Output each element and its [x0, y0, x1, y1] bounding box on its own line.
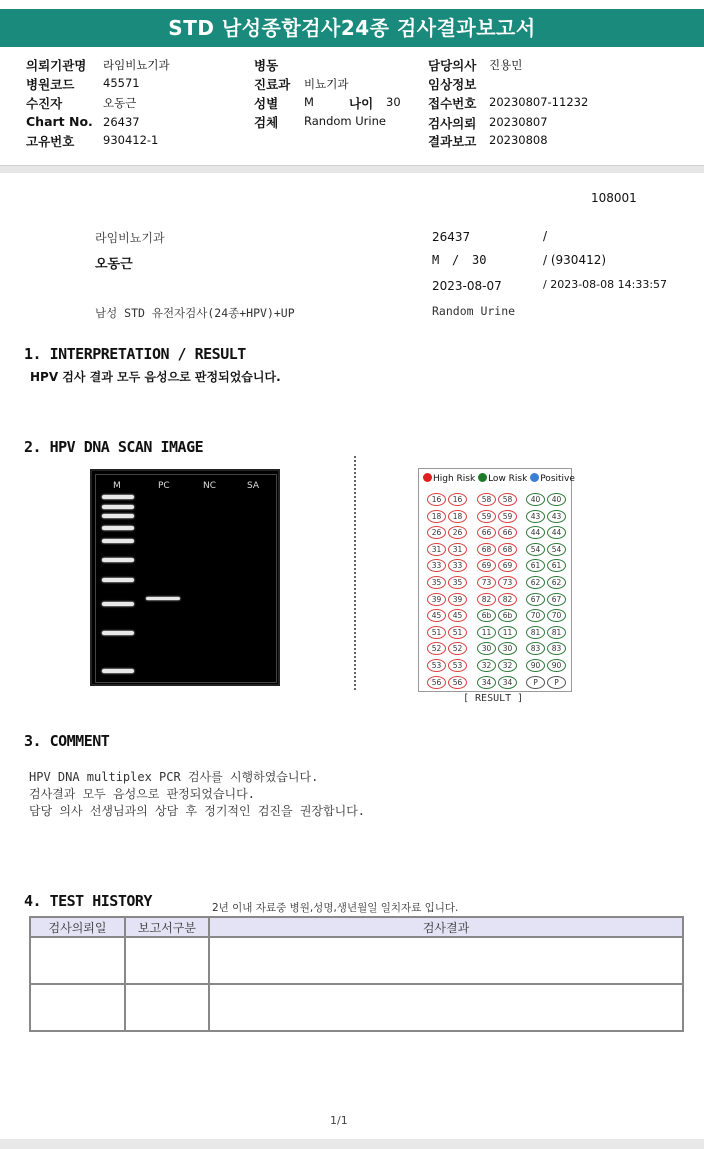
hospital-value: 라임비뇨기과 — [103, 58, 170, 72]
summary-slash: / — [543, 229, 548, 243]
hpv-type-spot: 53 — [427, 659, 446, 672]
age-value: 30 — [386, 95, 401, 109]
sex-value: M — [304, 95, 314, 109]
gel-image — [90, 469, 280, 686]
hpv-type-spot: 16 — [448, 493, 467, 506]
table-cell — [209, 984, 683, 1031]
legend-dot-icon — [423, 473, 432, 482]
hpv-type-spot: 6b — [477, 609, 496, 622]
hpv-type-spot: 43 — [547, 510, 566, 523]
hpv-type-spot: 81 — [526, 626, 545, 639]
summary-patient: 오동근 — [95, 257, 133, 272]
hospital-label: 의뢰기관명 — [26, 58, 87, 73]
page-number: 1/1 — [330, 1114, 348, 1127]
hpv-type-spot: 59 — [498, 510, 517, 523]
legend-dot-icon — [530, 473, 539, 482]
hpv-type-spot: 62 — [526, 576, 545, 589]
hpv-type-spot: 68 — [477, 543, 496, 556]
doctor-value: 진용민 — [489, 58, 523, 72]
hpv-type-spot: 69 — [498, 559, 517, 572]
legend-positive: Positive — [540, 474, 575, 484]
hpv-type-spot: 34 — [498, 676, 517, 689]
hpv-type-spot: 45 — [448, 609, 467, 622]
summary-specimen: Random Urine — [432, 304, 516, 318]
gel-lane-label: M — [113, 481, 121, 491]
gel-frame — [95, 474, 277, 683]
ward-label: 병동 — [254, 58, 279, 73]
hpv-type-spot: 62 — [547, 576, 566, 589]
report-title: STD 남성종합검사24종 검사결과보고서 — [0, 9, 704, 47]
chart-value: 26437 — [103, 115, 140, 129]
hpv-type-spot: 40 — [547, 493, 566, 506]
image-separator — [354, 456, 356, 690]
hpv-type-spot: 35 — [427, 576, 446, 589]
age-label: 나이 — [349, 96, 374, 111]
hpv-type-spot: 31 — [448, 543, 467, 556]
hpv-type-spot: 31 — [427, 543, 446, 556]
section2-title: 2. HPV DNA SCAN IMAGE — [24, 438, 204, 456]
report-value: 20230808 — [489, 133, 548, 147]
ladder-band — [102, 669, 134, 673]
summary-receive-date: 2023-08-07 — [432, 279, 502, 293]
document-number: 108001 — [591, 191, 637, 205]
table-cell — [30, 937, 125, 984]
ladder-band — [102, 558, 134, 562]
receipt-label: 접수번호 — [428, 96, 477, 111]
gel-lane-label: SA — [247, 481, 260, 491]
table-row — [30, 937, 683, 984]
dept-label: 진료과 — [254, 77, 291, 92]
ladder-band — [102, 526, 134, 530]
legend-dot-icon — [478, 473, 487, 482]
hpv-type-spot: 73 — [477, 576, 496, 589]
hpv-type-spot: 69 — [477, 559, 496, 572]
hpv-type-spot: 53 — [448, 659, 467, 672]
hpv-type-spot: 39 — [448, 593, 467, 606]
hpv-type-spot: 34 — [477, 676, 496, 689]
interpretation-text: HPV 검사 결과 모두 음성으로 판정되었습니다. — [30, 370, 281, 384]
hpv-type-spot: 81 — [547, 626, 566, 639]
summary-age: 30 — [472, 253, 487, 267]
hpv-type-spot: 52 — [448, 642, 467, 655]
hpv-type-spot: 30 — [498, 642, 517, 655]
comment-line: 담당 의사 선생님과의 상담 후 정기적인 검진을 권장합니다. — [29, 804, 366, 818]
gel-lane-label: NC — [203, 481, 217, 491]
code-label: 병원코드 — [26, 77, 75, 92]
chart-label: Chart No. — [26, 114, 93, 129]
hpv-type-spot: 70 — [547, 609, 566, 622]
hpv-type-spot: P — [547, 676, 566, 689]
legend-high-risk: High Risk — [433, 474, 476, 484]
legend-low-risk: Low Risk — [488, 474, 528, 484]
table-cell — [209, 937, 683, 984]
ladder-band — [102, 539, 134, 543]
summary-age-separator: / — [452, 253, 460, 267]
result-caption: [ RESULT ] — [463, 693, 524, 704]
name-value: 오동근 — [103, 96, 137, 110]
specimen-value: Random Urine — [304, 114, 386, 128]
hpv-type-spot: 58 — [477, 493, 496, 506]
request-label: 검사의뢰 — [428, 116, 477, 131]
history-note: 2년 이내 자료중 병원,성명,생년월일 일치자료 입니다. — [212, 902, 459, 914]
hpv-type-spot: 82 — [498, 593, 517, 606]
table-row — [30, 984, 683, 1031]
summary-clinic: 라임비뇨기과 — [95, 231, 165, 245]
report-label: 결과보고 — [428, 134, 477, 149]
hpv-type-spot: 58 — [498, 493, 517, 506]
hpv-type-spot: 54 — [547, 543, 566, 556]
summary-birth: / (930412) — [543, 253, 607, 267]
hpv-type-spot: 51 — [427, 626, 446, 639]
hpv-type-spot: 18 — [448, 510, 467, 523]
column-header: 보고서구분 — [125, 917, 209, 937]
hpv-type-spot: 44 — [526, 526, 545, 539]
hpv-type-spot: 61 — [526, 559, 545, 572]
hpv-type-spot: 90 — [526, 659, 545, 672]
hpv-type-spot: 67 — [526, 593, 545, 606]
hpv-type-spot: 83 — [526, 642, 545, 655]
name-label: 수진자 — [26, 96, 63, 111]
uid-label: 고유번호 — [26, 134, 75, 149]
hpv-type-spot: 26 — [448, 526, 467, 539]
section3-title: 3. COMMENT — [24, 732, 110, 750]
hpv-type-spot: 68 — [498, 543, 517, 556]
hpv-type-spot: 43 — [526, 510, 545, 523]
hpv-type-spot: 70 — [526, 609, 545, 622]
doctor-label: 담당의사 — [428, 58, 477, 73]
hpv-type-spot: 33 — [448, 559, 467, 572]
patient-info-block — [0, 55, 704, 165]
table-cell — [125, 937, 209, 984]
column-header: 검사결과 — [209, 917, 683, 937]
hpv-type-spot: 83 — [547, 642, 566, 655]
sex-label: 성별 — [254, 96, 279, 111]
risk-legend — [423, 473, 575, 484]
hpv-type-spot: 61 — [547, 559, 566, 572]
hpv-type-spot: 11 — [477, 626, 496, 639]
ladder-band — [102, 505, 134, 509]
hpv-type-spot: 26 — [427, 526, 446, 539]
ladder-band — [102, 631, 134, 635]
column-header: 검사의뢰일 — [30, 917, 125, 937]
hpv-type-spot: 54 — [526, 543, 545, 556]
hpv-type-spot: 44 — [547, 526, 566, 539]
hpv-type-spot: 11 — [498, 626, 517, 639]
hpv-type-spot: P — [526, 676, 545, 689]
hpv-result-strip — [418, 468, 575, 692]
section1-title: 1. INTERPRETATION / RESULT — [24, 345, 246, 363]
hpv-type-spot: 32 — [477, 659, 496, 672]
hpv-type-spot: 33 — [427, 559, 446, 572]
gel-lane-label: PC — [158, 481, 170, 491]
hpv-type-spot: 59 — [477, 510, 496, 523]
request-value: 20230807 — [489, 115, 548, 129]
comment-line: HPV DNA multiplex PCR 검사를 시행하였습니다. — [29, 770, 319, 784]
hpv-type-spot: 45 — [427, 609, 446, 622]
code-value: 45571 — [103, 76, 140, 90]
hpv-type-spot: 40 — [526, 493, 545, 506]
hpv-type-spot: 32 — [498, 659, 517, 672]
footer-bar — [0, 1139, 704, 1149]
test-history-table — [29, 916, 684, 1032]
summary-sex: M — [432, 253, 440, 267]
section4-title: 4. TEST HISTORY — [24, 892, 152, 910]
receipt-value: 20230807-11232 — [489, 95, 589, 109]
uid-value: 930412-1 — [103, 133, 159, 147]
hpv-type-spot: 30 — [477, 642, 496, 655]
table-header-row — [30, 917, 683, 937]
header-divider — [0, 165, 704, 173]
table-cell — [125, 984, 209, 1031]
ladder-band — [102, 514, 134, 518]
ladder-band — [102, 495, 134, 499]
comment-line: 검사결과 모두 음성으로 판정되었습니다. — [29, 787, 255, 801]
summary-test-name: 남성 STD 유전자검사(24종+HPV)+UP — [95, 306, 295, 320]
hpv-type-spot: 82 — [477, 593, 496, 606]
specimen-label: 검체 — [254, 115, 279, 130]
hpv-type-spot: 18 — [427, 510, 446, 523]
table-cell — [30, 984, 125, 1031]
hpv-type-spot: 73 — [498, 576, 517, 589]
hpv-type-spot: 56 — [448, 676, 467, 689]
ladder-band — [102, 602, 134, 606]
hpv-type-spot: 51 — [448, 626, 467, 639]
hpv-type-spot: 6b — [498, 609, 517, 622]
hpv-type-spot: 16 — [427, 493, 446, 506]
hpv-type-spot: 66 — [498, 526, 517, 539]
ladder-band — [102, 578, 134, 582]
summary-chart: 26437 — [432, 230, 471, 244]
hpv-type-spot: 35 — [448, 576, 467, 589]
hpv-type-spot: 67 — [547, 593, 566, 606]
dept-value: 비뇨기과 — [304, 77, 349, 91]
summary-report-datetime: / 2023-08-08 14:33:57 — [543, 278, 668, 291]
hpv-type-spot: 90 — [547, 659, 566, 672]
hpv-type-spot: 39 — [427, 593, 446, 606]
hpv-type-spot: 56 — [427, 676, 446, 689]
positive-control-band — [146, 597, 180, 600]
hpv-type-spot: 66 — [477, 526, 496, 539]
hpv-type-spot: 52 — [427, 642, 446, 655]
clinical-label: 임상정보 — [428, 77, 477, 92]
